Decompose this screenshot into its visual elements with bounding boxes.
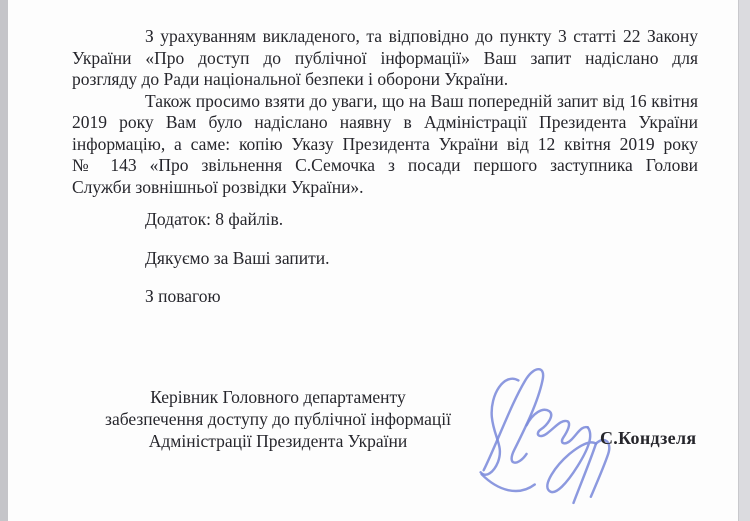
text-line: Служби зовнішньої розвідки України». <box>72 176 364 197</box>
text-line: інформацію, а саме: копію Указу Президента України від 12 квітня 2019 року <box>72 133 698 154</box>
scanned-letter-page <box>8 0 739 521</box>
paragraph <box>72 91 698 199</box>
text-line: розгляду до Ради національної безпеки і оборони України. <box>72 69 509 89</box>
text-line: України «Про доступ до публічної інформації» Ваш запит надіслано для <box>72 47 698 68</box>
letter-body <box>72 26 698 198</box>
text-line: 2019 року Вам було надіслано наявну в Адміністрації Президента України <box>72 112 698 132</box>
text-line: З урахуванням викладеного, та відповідно до пункту 3 статті 22 Закону <box>145 26 698 46</box>
signer-title-block <box>78 386 478 452</box>
text-line: Також просимо взяти до уваги, що на Ваш попередній запит від 16 квітня <box>145 90 698 111</box>
page-left-edge <box>0 0 8 521</box>
regards-note: З повагою <box>145 286 221 306</box>
page-right-edge <box>738 0 750 521</box>
thanks-note: Дякуємо за Ваші запити. <box>145 248 330 268</box>
attachment-note: Додаток: 8 файлів. <box>145 209 284 229</box>
paragraph <box>72 26 698 91</box>
text-line: № 143 «Про звільнення С.Семочка з посади першого заступника Голови <box>72 155 698 175</box>
signer-name: С.Кондзеля <box>600 428 697 448</box>
signer-title-line: Адміністрації Президента України <box>148 431 408 451</box>
signer-title-line: забезпечення доступу до публічної інформації <box>105 409 451 429</box>
signer-title-line: Керівник Головного департаменту <box>150 387 406 407</box>
